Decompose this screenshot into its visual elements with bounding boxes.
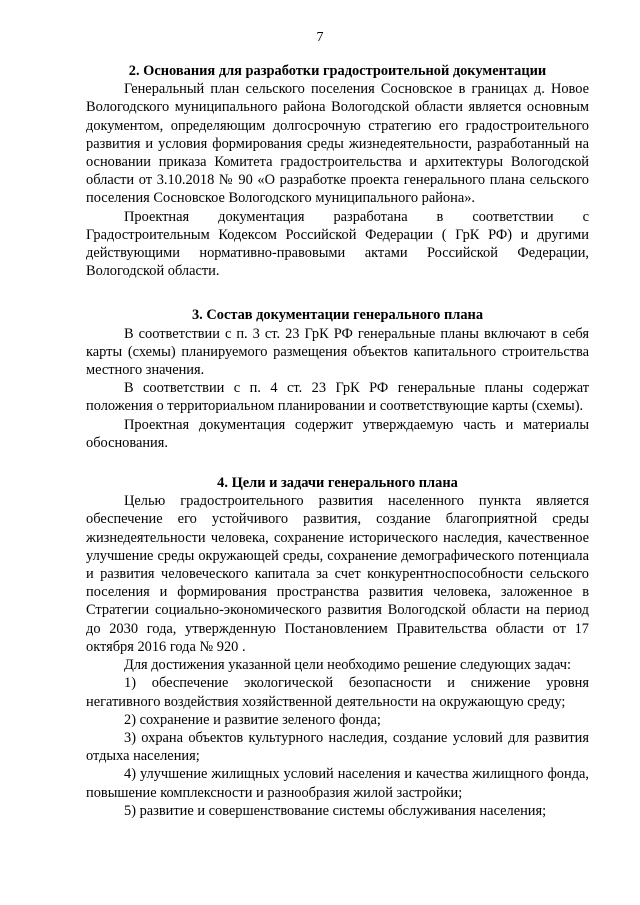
section-3-paragraph: В соответствии с п. 4 ст. 23 ГрК РФ генеральные планы содержат положения о территориальном планировании и соответствующие карты (схемы).	[86, 380, 589, 415]
task-list-item: 3) охрана объектов культурного наследия, создание условий для развития отдыха населения;	[86, 729, 589, 765]
section-3-heading: 3. Состав документации генерального плана	[191, 307, 484, 324]
task-list-item: 5) развитие и совершенствование системы обслуживания населения;	[124, 802, 547, 819]
section-4-heading: 4. Цели и задачи генерального плана	[217, 475, 458, 492]
section-3-paragraph: Проектная документация содержит утверждаемую часть и материалы обоснования.	[86, 416, 589, 451]
task-list-item: 1) обеспечение экологической безопасности и снижение уровня негативного воздействия хозяйственной деятельности на окружающую среду;	[86, 675, 589, 710]
task-list-item: 4) улучшение жилищных условий населения и качества жилищного фонда, повышение комплексности и разнообразия жилой застройки;	[86, 766, 589, 801]
section-2-paragraph: Проектная документация разработана в соответствии с Градостроительным Кодексом Российской Федерации ( ГрК РФ) и другими действующими нормативно-правовыми актами Российской Федерации, Вологодской области.	[86, 208, 589, 280]
page-number: 7	[316, 30, 324, 45]
task-list-item: 2) сохранение и развитие зеленого фонда;	[124, 711, 381, 728]
section-4-paragraph: Для достижения указанной цели необходимо решение следующих задач:	[124, 657, 572, 674]
section-4-paragraph: Целью градостроительного развития населенного пункта является обеспечение его устойчивого развития, создание благоприятной среды жизнедеятельности человека, сохранение исторического наследия, качественное улучшение среды окружающей среды, сохранение демографического потенциала и развития человеческого капитала за счет конкурентноспособности сельского поселения и формирования пространства развития человека, заложенное в Стратегии социально-экономического развития Вологодской области на период до 2030 года, утвержденную Постановлением Правительства области от 17 октября 2016 года № 920 .	[86, 493, 589, 655]
section-2-paragraph: Генеральный план сельского поселения Сосновское в границах д. Новое Вологодского муниципального района Вологодской области является основным документом, определяющим долгосрочную стратегию его градостроительного развития и условия формирования среды жизнедеятельности, разработанный на основании приказа Комитета градостроительства и архитектуры Вологодской области от 3.10.2018 № 90 «О разработке проекта генерального плана сельского поселения Сосновское Вологодского муниципального района».	[86, 81, 589, 207]
document-body	[86, 62, 589, 820]
section-3-paragraph: В соответствии с п. 3 ст. 23 ГрК РФ генеральные планы включают в себя карты (схемы) планируемого размещения объектов капитального строительства местного значения.	[86, 325, 589, 379]
section-2-heading: 2. Основания для разработки градостроительной документации	[128, 63, 547, 79]
